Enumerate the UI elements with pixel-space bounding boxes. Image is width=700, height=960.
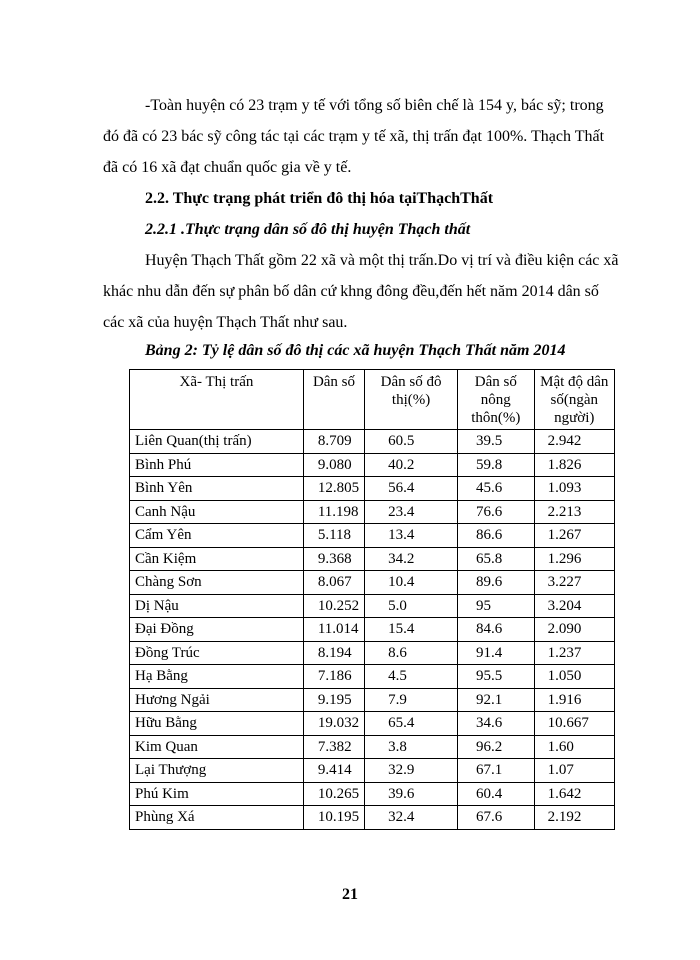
table-row: [130, 665, 615, 689]
cell-density: 1.642: [534, 782, 614, 806]
cell-population: 11.198: [303, 500, 364, 524]
cell-urban: 32.9: [365, 759, 458, 783]
cell-population: 7.382: [303, 735, 364, 759]
cell-population: 10.195: [303, 806, 364, 830]
table-row: [130, 688, 615, 712]
cell-urban: 56.4: [365, 477, 458, 501]
cell-population: 9.368: [303, 547, 364, 571]
cell-urban: 60.5: [365, 430, 458, 454]
paragraph-2-line-1: Huyện Thạch Thất gồm 22 xã và một thị trấn.Do vị trí và điều kiện các xã: [145, 252, 619, 269]
header-density: Mật độ dân số(ngàn người): [534, 370, 614, 430]
cell-name: Hữu Bằng: [130, 712, 304, 736]
cell-urban: 65.4: [365, 712, 458, 736]
cell-density: 1.296: [534, 547, 614, 571]
cell-density: 1.050: [534, 665, 614, 689]
page-number: 21: [342, 886, 358, 903]
table-row: [130, 477, 615, 501]
cell-rural: 95.5: [458, 665, 535, 689]
cell-urban: 5.0: [365, 594, 458, 618]
cell-rural: 39.5: [458, 430, 535, 454]
cell-population: 7.186: [303, 665, 364, 689]
table-row: [130, 782, 615, 806]
cell-density: 3.204: [534, 594, 614, 618]
cell-name: Hạ Bằng: [130, 665, 304, 689]
cell-rural: 60.4: [458, 782, 535, 806]
cell-density: 10.667: [534, 712, 614, 736]
cell-density: 1.267: [534, 524, 614, 548]
cell-rural: 95: [458, 594, 535, 618]
cell-rural: 96.2: [458, 735, 535, 759]
paragraph-1-line-1: -Toàn huyện có 23 trạm y tế với tổng số biên chế là 154 y, bác sỹ; trong: [145, 97, 604, 114]
cell-density: 2.213: [534, 500, 614, 524]
cell-urban: 13.4: [365, 524, 458, 548]
cell-urban: 40.2: [365, 453, 458, 477]
paragraph-1-line-3: đã có 16 xã đạt chuẩn quốc gia về y tế.: [103, 159, 352, 176]
cell-rural: 34.6: [458, 712, 535, 736]
header-name: Xã- Thị trấn: [130, 370, 304, 430]
table-row: [130, 712, 615, 736]
cell-name: Chàng Sơn: [130, 571, 304, 595]
cell-name: Bình Phú: [130, 453, 304, 477]
cell-density: 1.237: [534, 641, 614, 665]
table-row: [130, 618, 615, 642]
table-row: [130, 453, 615, 477]
population-table: [129, 369, 615, 830]
cell-density: 1.60: [534, 735, 614, 759]
cell-urban: 15.4: [365, 618, 458, 642]
subsection-heading: 2.2.1 .Thực trạng dân số đô thị huyện Thạch thất: [145, 221, 471, 238]
table-row: [130, 547, 615, 571]
cell-population: 8.067: [303, 571, 364, 595]
cell-density: 1.093: [534, 477, 614, 501]
table-header-row: [130, 370, 615, 430]
header-rural: Dân số nông thôn(%): [458, 370, 535, 430]
header-population: Dân số: [303, 370, 364, 430]
cell-rural: 65.8: [458, 547, 535, 571]
cell-rural: 45.6: [458, 477, 535, 501]
cell-name: Đại Đồng: [130, 618, 304, 642]
cell-population: 11.014: [303, 618, 364, 642]
cell-population: 10.252: [303, 594, 364, 618]
table-row: [130, 500, 615, 524]
cell-rural: 67.1: [458, 759, 535, 783]
header-urban: Dân số đô thị(%): [365, 370, 458, 430]
cell-population: 5.118: [303, 524, 364, 548]
table-row: [130, 430, 615, 454]
cell-name: Cẩm Yên: [130, 524, 304, 548]
table-row: [130, 806, 615, 830]
cell-rural: 86.6: [458, 524, 535, 548]
cell-urban: 7.9: [365, 688, 458, 712]
cell-name: Liên Quan(thị trấn): [130, 430, 304, 454]
paragraph-2-line-2: khác nhu dẫn đến sự phân bố dân cứ khng đông đều,đến hết năm 2014 dân số: [103, 283, 599, 300]
cell-population: 19.032: [303, 712, 364, 736]
cell-urban: 32.4: [365, 806, 458, 830]
cell-name: Phú Kim: [130, 782, 304, 806]
cell-population: 9.414: [303, 759, 364, 783]
table-caption: Bảng 2: Tỷ lệ dân số đô thị các xã huyện Thạch Thất năm 2014: [145, 342, 566, 359]
cell-population: 8.194: [303, 641, 364, 665]
cell-density: 1.916: [534, 688, 614, 712]
cell-urban: 10.4: [365, 571, 458, 595]
cell-urban: 39.6: [365, 782, 458, 806]
cell-rural: 67.6: [458, 806, 535, 830]
cell-density: 2.192: [534, 806, 614, 830]
cell-rural: 91.4: [458, 641, 535, 665]
cell-urban: 4.5: [365, 665, 458, 689]
cell-urban: 3.8: [365, 735, 458, 759]
cell-name: Kim Quan: [130, 735, 304, 759]
cell-name: Đồng Trúc: [130, 641, 304, 665]
cell-density: 3.227: [534, 571, 614, 595]
cell-name: Lại Thượng: [130, 759, 304, 783]
section-heading: 2.2. Thực trạng phát triển đô thị hóa tạiThạchThất: [145, 190, 494, 207]
table-row: [130, 735, 615, 759]
table-body: [130, 430, 615, 830]
paragraph-1-line-2: đó đã có 23 bác sỹ công tác tại các trạm y tế xã, thị trấn đạt 100%. Thạch Thất: [103, 128, 605, 145]
cell-name: Dị Nậu: [130, 594, 304, 618]
table-row: [130, 594, 615, 618]
cell-density: 2.090: [534, 618, 614, 642]
cell-rural: 76.6: [458, 500, 535, 524]
cell-rural: 92.1: [458, 688, 535, 712]
cell-urban: 8.6: [365, 641, 458, 665]
table-row: [130, 524, 615, 548]
cell-rural: 84.6: [458, 618, 535, 642]
table-row: [130, 571, 615, 595]
cell-name: Phùng Xá: [130, 806, 304, 830]
cell-rural: 59.8: [458, 453, 535, 477]
paragraph-2-line-3: các xã của huyện Thạch Thất như sau.: [103, 314, 348, 331]
cell-name: Canh Nậu: [130, 500, 304, 524]
cell-name: Bình Yên: [130, 477, 304, 501]
cell-population: 12.805: [303, 477, 364, 501]
cell-density: 1.826: [534, 453, 614, 477]
cell-population: 10.265: [303, 782, 364, 806]
cell-urban: 23.4: [365, 500, 458, 524]
cell-density: 1.07: [534, 759, 614, 783]
table-row: [130, 641, 615, 665]
cell-population: 8.709: [303, 430, 364, 454]
cell-name: Cần Kiệm: [130, 547, 304, 571]
cell-name: Hương Ngải: [130, 688, 304, 712]
cell-density: 2.942: [534, 430, 614, 454]
cell-rural: 89.6: [458, 571, 535, 595]
cell-population: 9.080: [303, 453, 364, 477]
cell-population: 9.195: [303, 688, 364, 712]
table-row: [130, 759, 615, 783]
cell-urban: 34.2: [365, 547, 458, 571]
